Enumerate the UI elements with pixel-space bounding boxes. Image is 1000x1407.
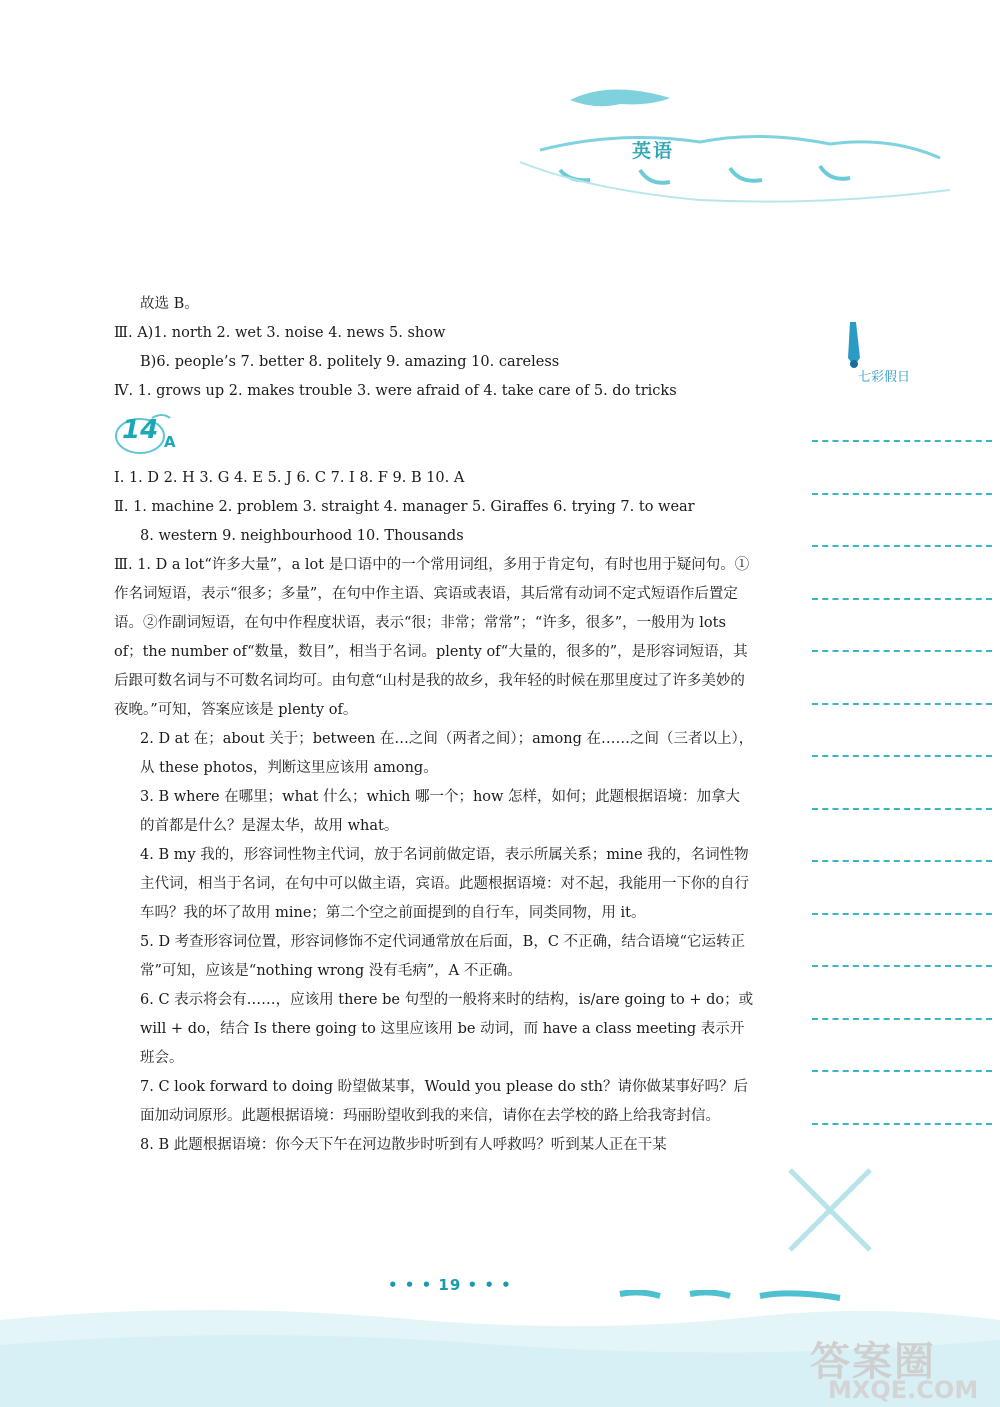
section-2-line-1: Ⅱ. 1. machine 2. problem 3. straight 4. manager 5. Giraffes 6. trying 7. to wear	[114, 499, 695, 515]
note-line	[812, 545, 992, 547]
prev-tail: 故选 B。	[140, 296, 199, 312]
answer-content	[114, 290, 754, 1160]
explanation-item: 3. B where 在哪里；what 什么；which 哪一个；how 怎样，如何；此题根据语境：加拿大的首都是什么？是渥太华，故用 what。	[140, 789, 741, 834]
lesson-number: 14	[122, 415, 159, 445]
note-line	[812, 493, 992, 495]
section-1-answers: Ⅰ. 1. D 2. H 3. G 4. E 5. J 6. C 7. I 8. F 9. B 10. A	[114, 470, 465, 486]
explanation-item: 2. D at 在；about 关于；between 在…之间（两者之间）；among 在……之间（三者以上），从 these photos，判断这里应该用 among。	[140, 731, 754, 776]
note-line	[812, 755, 992, 757]
watermark-logo: 答案圈	[810, 1339, 936, 1385]
explanation-item: 4. B my 我的，形容词性物主代词，放于名词前做定语，表示所属关系；mine 我的，名词性物主代词，相当于名词，在句中可以做主语，宾语。此题根据语境：对不起，我能用一下你的自行车吗？我的坏了故用 mine；第二个空之前面提到的自行车，同类同物，用 it。	[140, 847, 749, 921]
note-line	[812, 860, 992, 862]
prev-section-3a: Ⅲ. A)1. north 2. wet 3. noise 4. news 5. show	[114, 325, 446, 341]
explanation-item: Ⅲ. 1. D a lot“许多大量”，a lot 是口语中的一个常用词组，多用于肯定句，有时也用于疑问句。①作名词短语，表示“很多；多量”，在句中作主语、宾语或表语，其后常有动词不定式短语作后置定语。②作副词短语，在句中作程度状语，表示“很；非常；常常”；“许多，很多”，一般用为 lots of；the number of“数量，数目”，相当于名词。plenty of“大量的，很多的”，是形容词短语，其后跟可数名词与不可数名词均可。由句意“山村是我的故乡，我年轻的时候在那里度过了许多美妙的夜晚。”可知，答案应该是 plenty of。	[114, 557, 750, 718]
side-brand-text: 七彩假日	[858, 370, 911, 385]
section-3-explanations	[114, 551, 754, 1160]
section-2-line-2: 8. western 9. neighbourhood 10. Thousands	[140, 528, 464, 544]
corner-decoration	[780, 1160, 880, 1260]
prev-section-4: Ⅳ. 1. grows up 2. makes trouble 3. were afraid of 4. take care of 5. do tricks	[114, 383, 677, 399]
note-line	[812, 808, 992, 810]
note-line	[812, 650, 992, 652]
note-line	[812, 1070, 992, 1072]
watermark-url: MXQE.COM	[828, 1376, 979, 1404]
lesson-subtitle: A	[164, 433, 176, 451]
explanation-item: 7. C look forward to doing 盼望做某事，Would you please do sth？请你做某事好吗？后面加动词原形。此题根据语境：玛丽盼望收到我的来信，请你在去学校的路上给我寄封信。	[140, 1079, 748, 1124]
lesson-badge	[114, 412, 754, 456]
page-number: • • • 19 • • •	[388, 1276, 512, 1294]
note-line	[812, 965, 992, 967]
note-line	[812, 1018, 992, 1020]
note-line	[812, 1123, 992, 1125]
note-line	[812, 913, 992, 915]
explanation-item: 8. B 此题根据语境：你今天下午在河边散步时听到有人呼救吗？听到某人正在干某	[140, 1137, 667, 1153]
explanation-item: 5. D 考查形容词位置，形容词修饰不定代词通常放在后面，B，C 不正确，结合语境“它运转正常”可知，应该是“nothing wrong 没有毛病”，A 不正确。	[140, 934, 745, 979]
note-lines	[812, 440, 992, 1175]
prev-section-3b: B)6. people’s 7. better 8. politely 9. amazing 10. careless	[140, 354, 560, 370]
note-line	[812, 440, 992, 442]
header-decoration	[500, 70, 960, 220]
header-title: 英语	[632, 140, 675, 162]
note-line	[812, 598, 992, 600]
note-line	[812, 703, 992, 705]
explanation-item: 6. C 表示将会有……，应该用 there be 句型的一般将来时的结构，is/are going to + do；或 will + do，结合 Is there going to 这里应该用 be 动词，而 have a class meeting 表示开班会。	[140, 992, 754, 1066]
